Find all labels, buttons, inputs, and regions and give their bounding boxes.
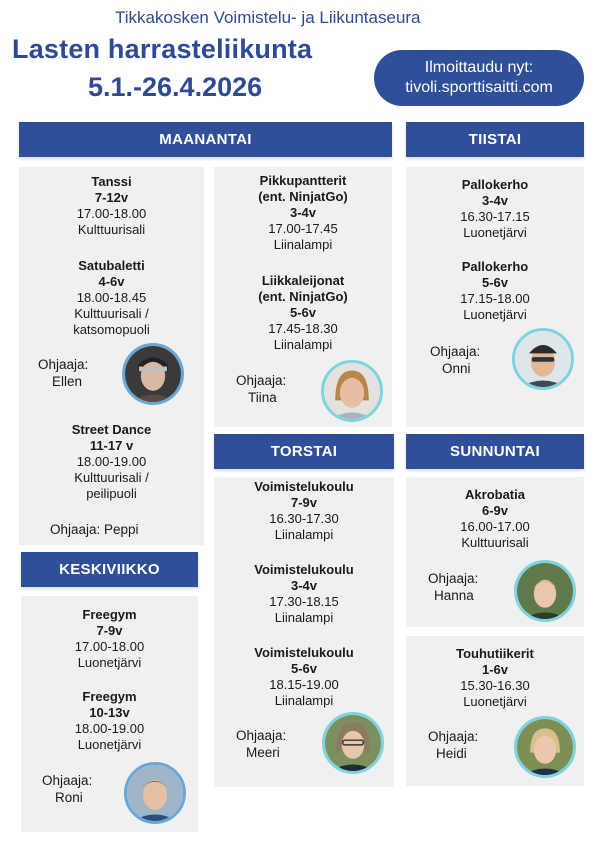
- coach-meeri: Ohjaaja: Meeri: [236, 728, 287, 760]
- coach-tiina: Ohjaaja: Tiina: [236, 373, 287, 405]
- coach-roni: Ohjaaja: Roni: [42, 773, 93, 805]
- person-photo-icon: [322, 712, 384, 774]
- activity-pikkupantterit: Pikkupantterit (ent. NinjatGo) 3-4v 17.00-17.45 Liinalampi: [258, 173, 348, 252]
- activity-pallokerho-2: Pallokerho 5-6v 17.15-18.00 Luonetjärvi: [460, 259, 530, 322]
- coach-heidi: Ohjaaja: Heidi: [428, 729, 479, 761]
- thursday-header: TORSTAI: [214, 434, 394, 469]
- club-name: Tikkakosken Voimistelu- ja Liikuntaseura: [115, 8, 421, 27]
- activity-satubaletti: Satubaletti 4-6v 18.00-18.45 Kulttuurisali / katsomopuoli: [73, 258, 150, 337]
- activity-liikkaleijonat: Liikkaleijonat (ent. NinjatGo) 5-6v 17.45-18.30 Liinalampi: [258, 273, 348, 352]
- activity-freegym-1: Freegym 7-9v 17.00-18.00 Luonetjärvi: [74, 607, 145, 670]
- coach-onni: Ohjaaja: Onni: [430, 344, 481, 376]
- activity-voimistelukoulu-2: Voimistelukoulu 3-4v 17.30-18.15 Liinalampi: [254, 562, 354, 625]
- activity-akrobatia: Akrobatia 6-9v 16.00-17.00 Kulttuurisali: [460, 487, 530, 550]
- activity-touhutiikerit: Touhutiikerit 1-6v 15.30-16.30 Luonetjärvi: [456, 646, 534, 709]
- coach-peppi: Ohjaaja: Peppi: [50, 522, 139, 537]
- activity-freegym-2: Freegym 10-13v 18.00-19.00 Luonetjärvi: [74, 689, 145, 752]
- activity-voimistelukoulu-3: Voimistelukoulu 5-6v 18.15-19.00 Liinalampi: [254, 645, 354, 708]
- signup-url[interactable]: tivoli.sporttisaitti.com: [405, 79, 553, 96]
- season-dates: 5.1.-26.4.2026: [88, 72, 263, 102]
- page-title: Lasten harrasteliikunta: [12, 34, 313, 64]
- coach-ellen: Ohjaaja: Ellen: [38, 357, 89, 389]
- signup-pill[interactable]: [374, 50, 584, 106]
- wednesday-header: KESKIVIIKKO: [21, 552, 198, 587]
- activity-pallokerho-1: Pallokerho 3-4v 16.30-17.15 Luonetjärvi: [460, 177, 530, 240]
- coach-hanna: Ohjaaja: Hanna: [428, 571, 479, 603]
- tuesday-header: TIISTAI: [406, 122, 584, 157]
- activity-street-dance: Street Dance 11-17 v 18.00-19.00 Kulttuurisali / peilipuoli: [71, 422, 152, 501]
- person-photo-icon: [512, 328, 574, 390]
- person-photo-icon: [321, 360, 383, 422]
- person-photo-icon: [122, 343, 184, 405]
- person-photo-icon: [514, 716, 576, 778]
- person-photo-icon: [124, 762, 186, 824]
- person-photo-icon: [514, 560, 576, 622]
- sunday-header: SUNNUNTAI: [406, 434, 584, 469]
- signup-label: Ilmoittaudu nyt:: [424, 59, 534, 76]
- activity-voimistelukoulu-1: Voimistelukoulu 7-9v 16.30-17.30 Liinalampi: [254, 479, 354, 542]
- activity-tanssi: Tanssi 7-12v 17.00-18.00 Kulttuurisali: [76, 174, 147, 237]
- monday-header: MAANANTAI: [19, 122, 392, 157]
